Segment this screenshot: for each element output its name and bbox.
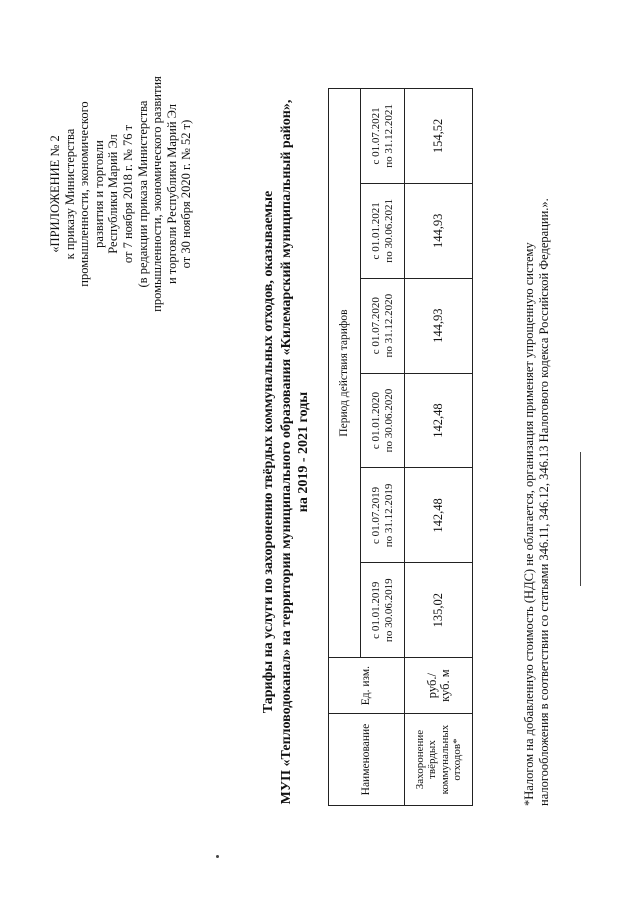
period-from: с 01.01.2020 bbox=[370, 391, 382, 450]
title-line: на 2019 - 2021 годы bbox=[296, 391, 311, 513]
period-to: по 31.12.2019 bbox=[382, 483, 395, 548]
footnote-line: налогообложения в соответствии со статьями 346.11, 346.12, 346.13 Налогового кодекса Российской Федерации.». bbox=[537, 198, 551, 806]
period-to: по 30.06.2021 bbox=[382, 199, 395, 263]
title-line: Тарифы на услуги по захоронению твёрдых коммунальных отходов, оказываемые bbox=[261, 190, 276, 714]
appendix-line: и торговли Республики Марий Эл bbox=[164, 103, 179, 285]
period-to: по 31.12.2020 bbox=[382, 293, 395, 358]
appendix-line: промышленности, экономического развития bbox=[150, 76, 165, 312]
header-unit: Ед. изм. bbox=[329, 658, 405, 714]
period-cell bbox=[361, 563, 405, 658]
period-cell bbox=[361, 89, 405, 184]
period-cell bbox=[361, 278, 405, 373]
period-to: по 31.12.2021 bbox=[382, 104, 395, 168]
period-cell bbox=[361, 373, 405, 468]
period-cell bbox=[361, 468, 405, 563]
tariff-value: 135,02 bbox=[405, 563, 473, 658]
appendix-line: к приказу Министерства bbox=[62, 128, 77, 260]
period-from: с 01.01.2019 bbox=[370, 581, 382, 639]
period-from: с 01.01.2021 bbox=[370, 202, 382, 260]
document-title bbox=[260, 22, 313, 882]
period-to: по 30.06.2020 bbox=[382, 388, 395, 453]
appendix-line: Республики Марий Эл bbox=[106, 134, 121, 254]
tariff-value: 142,48 bbox=[405, 373, 473, 468]
appendix-line: (в редакции приказа Министерства bbox=[135, 100, 150, 288]
tariff-value: 144,93 bbox=[405, 183, 473, 278]
period-from: с 01.07.2021 bbox=[370, 107, 382, 165]
unit-cell bbox=[405, 658, 473, 714]
appendix-line: развития и торговли bbox=[91, 140, 106, 248]
table-header-row bbox=[329, 89, 361, 806]
service-name-line: твёрдых bbox=[426, 740, 438, 779]
appendix-line: «ПРИЛОЖЕНИЕ № 2 bbox=[48, 135, 62, 253]
table-row bbox=[405, 89, 473, 806]
period-cell bbox=[361, 183, 405, 278]
service-name-line: отходов* bbox=[451, 738, 463, 781]
unit-line: руб./ bbox=[425, 673, 439, 699]
header-period: Период действия тарифов bbox=[329, 89, 361, 658]
appendix-line: промышленности, экономического bbox=[77, 101, 92, 287]
closing-rule bbox=[580, 452, 581, 586]
tariff-value: 142,48 bbox=[405, 468, 473, 563]
service-name-line: коммунальных bbox=[438, 724, 451, 795]
header-name: Наименование bbox=[329, 714, 405, 806]
tariff-value: 154,52 bbox=[405, 89, 473, 184]
footnote bbox=[522, 84, 552, 806]
rotated-page-content bbox=[20, 22, 620, 882]
service-name-cell bbox=[405, 714, 473, 806]
period-from: с 01.07.2019 bbox=[370, 486, 382, 544]
appendix-line: от 7 ноября 2018 г. № 76 т bbox=[120, 124, 135, 264]
period-to: по 30.06.2019 bbox=[382, 578, 395, 643]
service-name-line: Захоронение bbox=[413, 729, 426, 790]
tariff-value: 144,93 bbox=[405, 278, 473, 373]
title-line: МУП «Тепловодоканал» на территории муниципального образования «Килемарский муниципальный район», bbox=[278, 99, 294, 805]
tariff-table bbox=[328, 88, 473, 806]
scan-speck bbox=[216, 855, 219, 858]
appendix-line: от 30 ноября 2020 г. № 52 т) bbox=[179, 119, 194, 269]
unit-line: куб. м bbox=[437, 669, 452, 702]
appendix-reference-block bbox=[48, 24, 194, 364]
footnote-line: *Налогом на добавленную стоимость (НДС) не облагается, организация применяет упрощенную систему bbox=[522, 242, 536, 806]
period-from: с 01.07.2020 bbox=[370, 297, 382, 355]
